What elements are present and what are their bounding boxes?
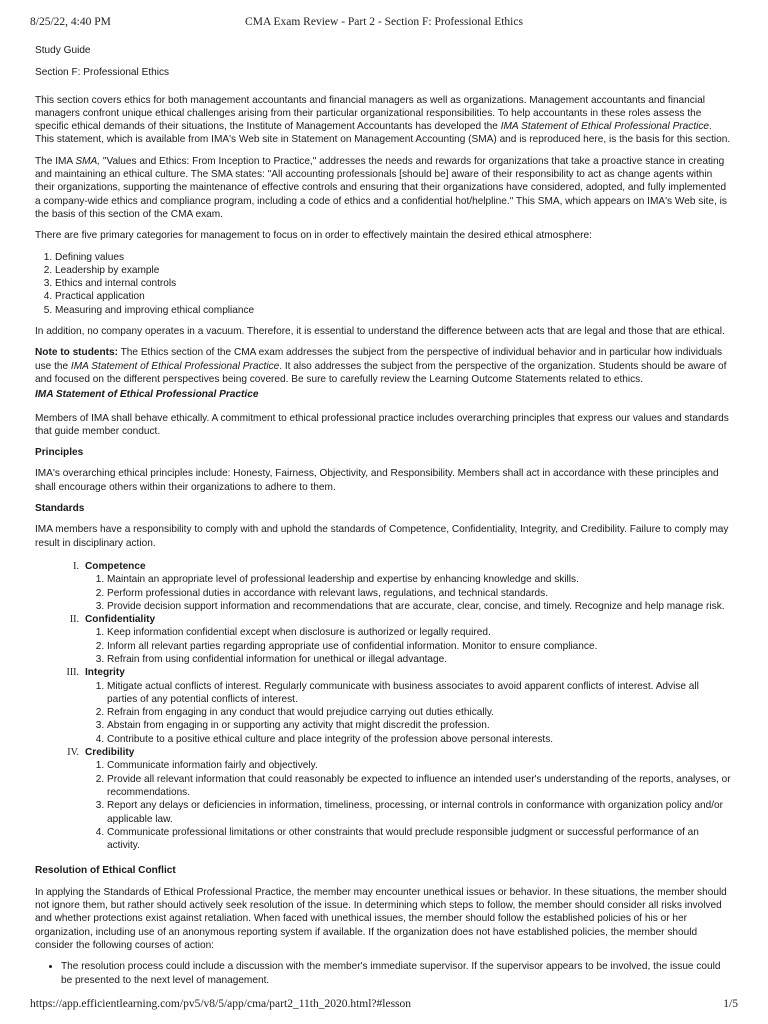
roman-numeral: I. xyxy=(73,560,79,572)
list-item: 3. Ethics and internal controls xyxy=(55,277,731,290)
list-item: 1. Communicate information fairly and objectively. xyxy=(107,759,731,772)
page-url: https://app.efficientlearning.com/pv5/v8/5/app/cma/part2_11th_2020.html?#lesson xyxy=(30,998,412,1010)
standards-paragraph: IMA members have a responsibility to comply with and uphold the standards of Competence, Confidentiality, Integrity, and Credibility. Failure to comply may result in disciplinary action. xyxy=(35,524,729,549)
list-item: 5. Measuring and improving ethical compliance xyxy=(55,304,731,317)
intro-paragraph-2: The IMA SMA, "Values and Ethics: From Inception to Practice," addresses the needs and rewards for organizations that take a proactive stance in creating and maintaining an ethical culture. The SMA states: "All accounting professionals [should be] aware of their responsibility to act as change agents within their organizations, supporting the maintenance of effective controls and ensuring that their organizations have considered, adopted, and fully implemented a company-wide ethics and compliance program, including a code of ethics and a confidential hot/helpline." This SMA, which appears on IMA's Web site, is the basis of this section of the CMA exam. xyxy=(35,155,727,220)
list-item: 3. Report any delays or deficiencies in information, timeliness, processing, or internal controls in conformance with organization policy and/or applicable law. xyxy=(107,799,731,826)
vacuum-paragraph: In addition, no company operates in a vacuum. Therefore, it is essential to understand the difference between acts that are legal and those that are ethical. xyxy=(35,326,725,338)
resolution-bullets xyxy=(35,960,731,987)
intro-paragraph-1: This section covers ethics for both management accountants and financial managers as well as organizations. Management accountants and financial managers confront unique ethical challenges arising from their particular organizational responsibilities. To help accountants in these roles assess the specific ethical demands of their situations, the Institute of Management Accountants has developed the IMA Statement of Ethical Professional Practice. This statement, which is available from IMA's Web site in Statement on Management Accounting (SMA) and is reproduced here, is the basis for this section. xyxy=(35,94,731,146)
roman-numeral: II. xyxy=(69,614,79,626)
standard-title: Confidentiality xyxy=(85,614,156,626)
list-item: 3. Abstain from engaging in or supporting any activity that might discredit the profession. xyxy=(107,719,731,732)
document-body xyxy=(35,44,731,987)
members-paragraph: Members of IMA shall behave ethically. A commitment to ethical professional practice includes overarching principles that express our values and standards that guide member conduct. xyxy=(35,412,729,437)
list-item: 1. Defining values xyxy=(55,251,731,264)
list-item: 4. Practical application xyxy=(55,290,731,303)
list-item: 3. Refrain from using confidential information for unethical or illegal advantage. xyxy=(107,653,731,666)
standard-title: Competence xyxy=(85,560,146,572)
note-label: Note to students: xyxy=(35,347,118,359)
list-item: • The resolution process could include a discussion with the member's immediate supervisor. If the supervisor appears to be involved, the issue could be presented to the next level of management. xyxy=(61,960,731,987)
print-title: CMA Exam Review - Part 2 - Section F: Professional Ethics xyxy=(245,16,523,28)
study-guide-label: Study Guide xyxy=(35,45,91,56)
list-item: 1. Mitigate actual conflicts of interest. Regularly communicate with business associates to avoid apparent conflicts of interest. Advise all parties of any potential conflicts of interest. xyxy=(107,680,731,707)
statement-heading: IMA Statement of Ethical Professional Practice xyxy=(35,389,259,401)
standards-heading: Standards xyxy=(35,503,85,515)
list-item: 2. Perform professional duties in accordance with relevant laws, regulations, and technical standards. xyxy=(107,587,731,600)
list-item: 4. Communicate professional limitations or other constraints that would preclude responsible judgment or successful performance of an activity. xyxy=(107,826,731,853)
standard-competence xyxy=(35,560,731,613)
print-footer xyxy=(30,998,738,1014)
standards-list xyxy=(35,560,731,853)
standard-confidentiality xyxy=(35,613,731,666)
list-item: 3. Provide decision support information and recommendations that are accurate, clear, concise, and timely. Recognize and help manage risk. xyxy=(107,600,731,613)
intro-paragraph-3: There are five primary categories for management to focus on in order to effectively maintain the desired ethical atmosphere: xyxy=(35,230,592,242)
list-item: 1. Keep information confidential except when disclosure is authorized or legally required. xyxy=(107,626,731,639)
standard-integrity xyxy=(35,666,731,746)
standard-title: Credibility xyxy=(85,747,135,759)
print-header xyxy=(30,16,738,32)
list-item: 2. Inform all relevant parties regarding appropriate use of confidential information. Monitor to ensure compliance. xyxy=(107,640,731,653)
section-title: Section F: Professional Ethics xyxy=(35,67,170,79)
print-datetime: 8/25/22, 4:40 PM xyxy=(30,16,111,28)
list-item: 1. Maintain an appropriate level of professional leadership and expertise by enhancing knowledge and skills. xyxy=(107,573,731,586)
page-number: 1/5 xyxy=(723,998,738,1010)
note-to-students: Note to students: The Ethics section of the CMA exam addresses the subject from the perspective of individual behavior and in particular how individuals use the IMA Statement of Ethical Professional Practice. It also addresses the subject from the perspective of the organization. Students should be aware of and focused on the different perspectives being covered. Be sure to carefully review the Learning Outcome Statements related to ethics. xyxy=(35,347,727,385)
list-item: 4. Contribute to a positive ethical culture and place integrity of the profession above personal interests. xyxy=(107,733,731,746)
roman-numeral: IV. xyxy=(67,747,79,759)
roman-numeral: III. xyxy=(66,667,79,679)
resolution-paragraph: In applying the Standards of Ethical Professional Practice, the member may encounter unethical issues or behavior. In these situations, the member should not ignore them, but rather should actively seek resolution of the issue. In determining which steps to follow, the member should consider all risks involved and whether protections exist against retaliation. When faced with unethical issues, the member should follow the established policies of his or her organization, including use of an anonymous reporting system if available. If the organization does not have established policies, the member should consider the following courses of action: xyxy=(35,886,727,951)
standard-title: Integrity xyxy=(85,667,125,679)
categories-list xyxy=(35,251,731,317)
list-item: 2. Leadership by example xyxy=(55,264,731,277)
principles-heading: Principles xyxy=(35,447,84,459)
standard-credibility xyxy=(35,746,731,852)
principles-paragraph: IMA's overarching ethical principles include: Honesty, Fairness, Objectivity, and Responsibility. Members shall act in accordance with these principles and shall encourage others within their organizations to adhere to them. xyxy=(35,468,719,493)
resolution-heading: Resolution of Ethical Conflict xyxy=(35,865,176,877)
list-item: 2. Refrain from engaging in any conduct that would prejudice carrying out duties ethically. xyxy=(107,706,731,719)
list-item: 2. Provide all relevant information that could reasonably be expected to influence an intended user's understanding of the reports, analyses, or recommendations. xyxy=(107,773,731,800)
